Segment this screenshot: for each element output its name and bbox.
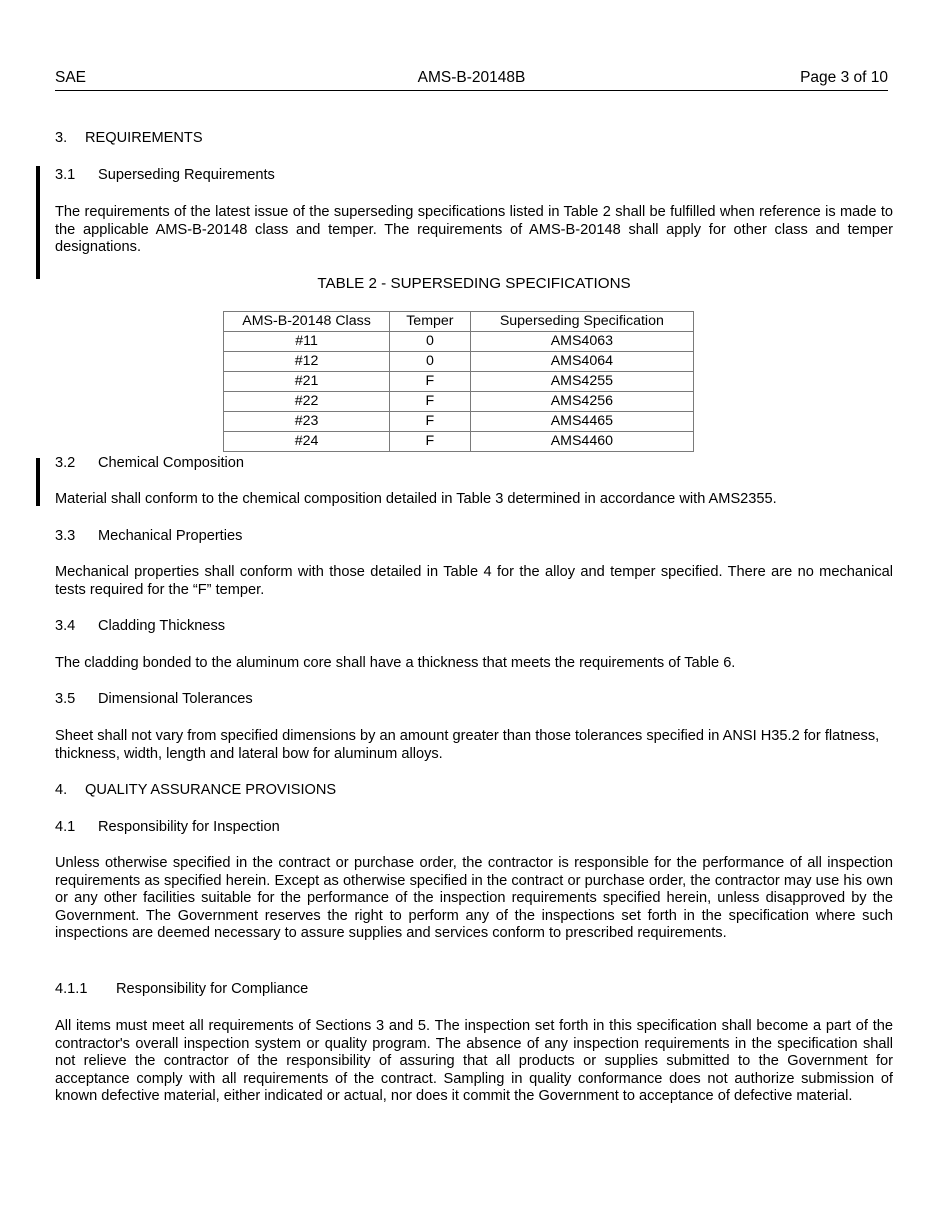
paragraph-section-3-3: Mechanical properties shall conform with those detailed in Table 4 for the alloy and temper specified. There are no mechanical tests required for the “F” temper. bbox=[55, 564, 893, 598]
cell-specification: AMS4256 bbox=[470, 392, 693, 412]
change-bar-section-3-2 bbox=[36, 458, 40, 506]
heading-section-3-number: 3. bbox=[55, 130, 68, 146]
cell-temper: F bbox=[390, 412, 471, 432]
header-document-number: AMS-B-20148B bbox=[417, 69, 526, 86]
column-header-temper: Temper bbox=[390, 312, 471, 332]
heading-section-4-1 bbox=[55, 819, 893, 837]
heading-section-4-number: 4. bbox=[55, 782, 68, 798]
column-header-superseding-specification: Superseding Specification bbox=[470, 312, 693, 332]
paragraph-section-4-1-1: All items must meet all requirements of Sections 3 and 5. The inspection set forth in this specification shall become a part of the contractor's overall inspection system or quality program. The absence of any inspection requirements in the specification shall not relieve the contractor of the responsibility of assuring that all products or supplies submitted to the Government for acceptance comply with all requirements of the contract. Sampling in quality conformance does not authorize submission of known defective material, either indicated or actual, nor does it commit the Government to acceptance of defective material. bbox=[55, 1018, 893, 1105]
cell-specification: AMS4465 bbox=[470, 412, 693, 432]
paragraph-section-3-2: Material shall conform to the chemical composition detailed in Table 3 determined in accordance with AMS2355. bbox=[55, 491, 777, 507]
header-organization: SAE bbox=[55, 69, 87, 86]
heading-section-3-5 bbox=[55, 691, 893, 709]
heading-section-4-1-1 bbox=[55, 981, 893, 999]
heading-section-3-3-number: 3.3 bbox=[55, 528, 76, 544]
paragraph-section-3-4: The cladding bonded to the aluminum core shall have a thickness that meets the requirements of Table 6. bbox=[55, 655, 736, 671]
heading-section-3-title: REQUIREMENTS bbox=[85, 130, 203, 146]
cell-class: #21 bbox=[224, 372, 390, 392]
heading-section-3-2 bbox=[55, 455, 893, 473]
change-bar-section-3-1 bbox=[36, 166, 40, 279]
heading-section-4 bbox=[55, 782, 893, 800]
table-row bbox=[224, 332, 694, 352]
table-row bbox=[224, 352, 694, 372]
cell-temper: 0 bbox=[390, 332, 471, 352]
heading-section-3-1-number: 3.1 bbox=[55, 167, 76, 183]
cell-specification: AMS4255 bbox=[470, 372, 693, 392]
cell-class: #22 bbox=[224, 392, 390, 412]
heading-section-4-1-title: Responsibility for Inspection bbox=[98, 819, 280, 835]
cell-temper: 0 bbox=[390, 352, 471, 372]
heading-section-3-4-title: Cladding Thickness bbox=[98, 618, 226, 634]
cell-specification: AMS4460 bbox=[470, 432, 693, 452]
table-header-row bbox=[224, 312, 694, 332]
heading-section-4-title: QUALITY ASSURANCE PROVISIONS bbox=[85, 782, 337, 798]
heading-section-4-1-1-number: 4.1.1 bbox=[55, 981, 88, 997]
header-page-number: Page 3 of 10 bbox=[800, 69, 888, 86]
table-row bbox=[224, 432, 694, 452]
table-row bbox=[224, 412, 694, 432]
heading-section-3-5-title: Dimensional Tolerances bbox=[98, 691, 253, 707]
cell-class: #24 bbox=[224, 432, 390, 452]
cell-specification: AMS4063 bbox=[470, 332, 693, 352]
cell-class: #23 bbox=[224, 412, 390, 432]
page-header bbox=[55, 68, 888, 91]
cell-class: #12 bbox=[224, 352, 390, 372]
cell-temper: F bbox=[390, 392, 471, 412]
heading-section-3-3-title: Mechanical Properties bbox=[98, 528, 243, 544]
heading-section-3-3 bbox=[55, 528, 893, 546]
heading-section-3-4 bbox=[55, 618, 893, 636]
cell-temper: F bbox=[390, 372, 471, 392]
table-2-superseding-specifications bbox=[223, 311, 694, 452]
heading-section-3-2-title: Chemical Composition bbox=[98, 455, 244, 471]
cell-temper: F bbox=[390, 432, 471, 452]
paragraph-section-4-1: Unless otherwise specified in the contract or purchase order, the contractor is responsible for the performance of all inspection requirements as specified herein. Except as otherwise specified in the contract or purchase order, the contractor may use his own or any other facilities suitable for the performance of the inspection requirements specified herein, unless disapproved by the Government. The Government reserves the right to perform any of the inspections set forth in the specification where such inspections are deemed necessary to assure supplies and services conform to prescribed requirements. bbox=[55, 855, 893, 942]
heading-section-3-5-number: 3.5 bbox=[55, 691, 76, 707]
table-2-caption: TABLE 2 - SUPERSEDING SPECIFICATIONS bbox=[317, 275, 631, 292]
heading-section-3 bbox=[55, 130, 893, 148]
column-header-class: AMS-B-20148 Class bbox=[224, 312, 390, 332]
heading-section-3-1-title: Superseding Requirements bbox=[98, 167, 275, 183]
paragraph-section-3-1: The requirements of the latest issue of the superseding specifications listed in Table 2 shall be fulfilled when reference is made to the applicable AMS-B-20148 class and temper. The requirements of AMS-B-20148 shall apply for other class and temper designations. bbox=[55, 204, 893, 256]
paragraph-section-3-5: Sheet shall not vary from specified dimensions by an amount greater than those tolerances specified in ANSI H35.2 for flatness, thickness, width, length and lateral bow for aluminum alloys. bbox=[55, 728, 880, 762]
heading-section-3-4-number: 3.4 bbox=[55, 618, 76, 634]
heading-section-4-1-1-title: Responsibility for Compliance bbox=[116, 981, 309, 997]
heading-section-3-1 bbox=[55, 167, 893, 185]
heading-section-3-2-number: 3.2 bbox=[55, 455, 76, 471]
heading-section-4-1-number: 4.1 bbox=[55, 819, 76, 835]
cell-specification: AMS4064 bbox=[470, 352, 693, 372]
table-row bbox=[224, 372, 694, 392]
cell-class: #11 bbox=[224, 332, 390, 352]
table-row bbox=[224, 392, 694, 412]
